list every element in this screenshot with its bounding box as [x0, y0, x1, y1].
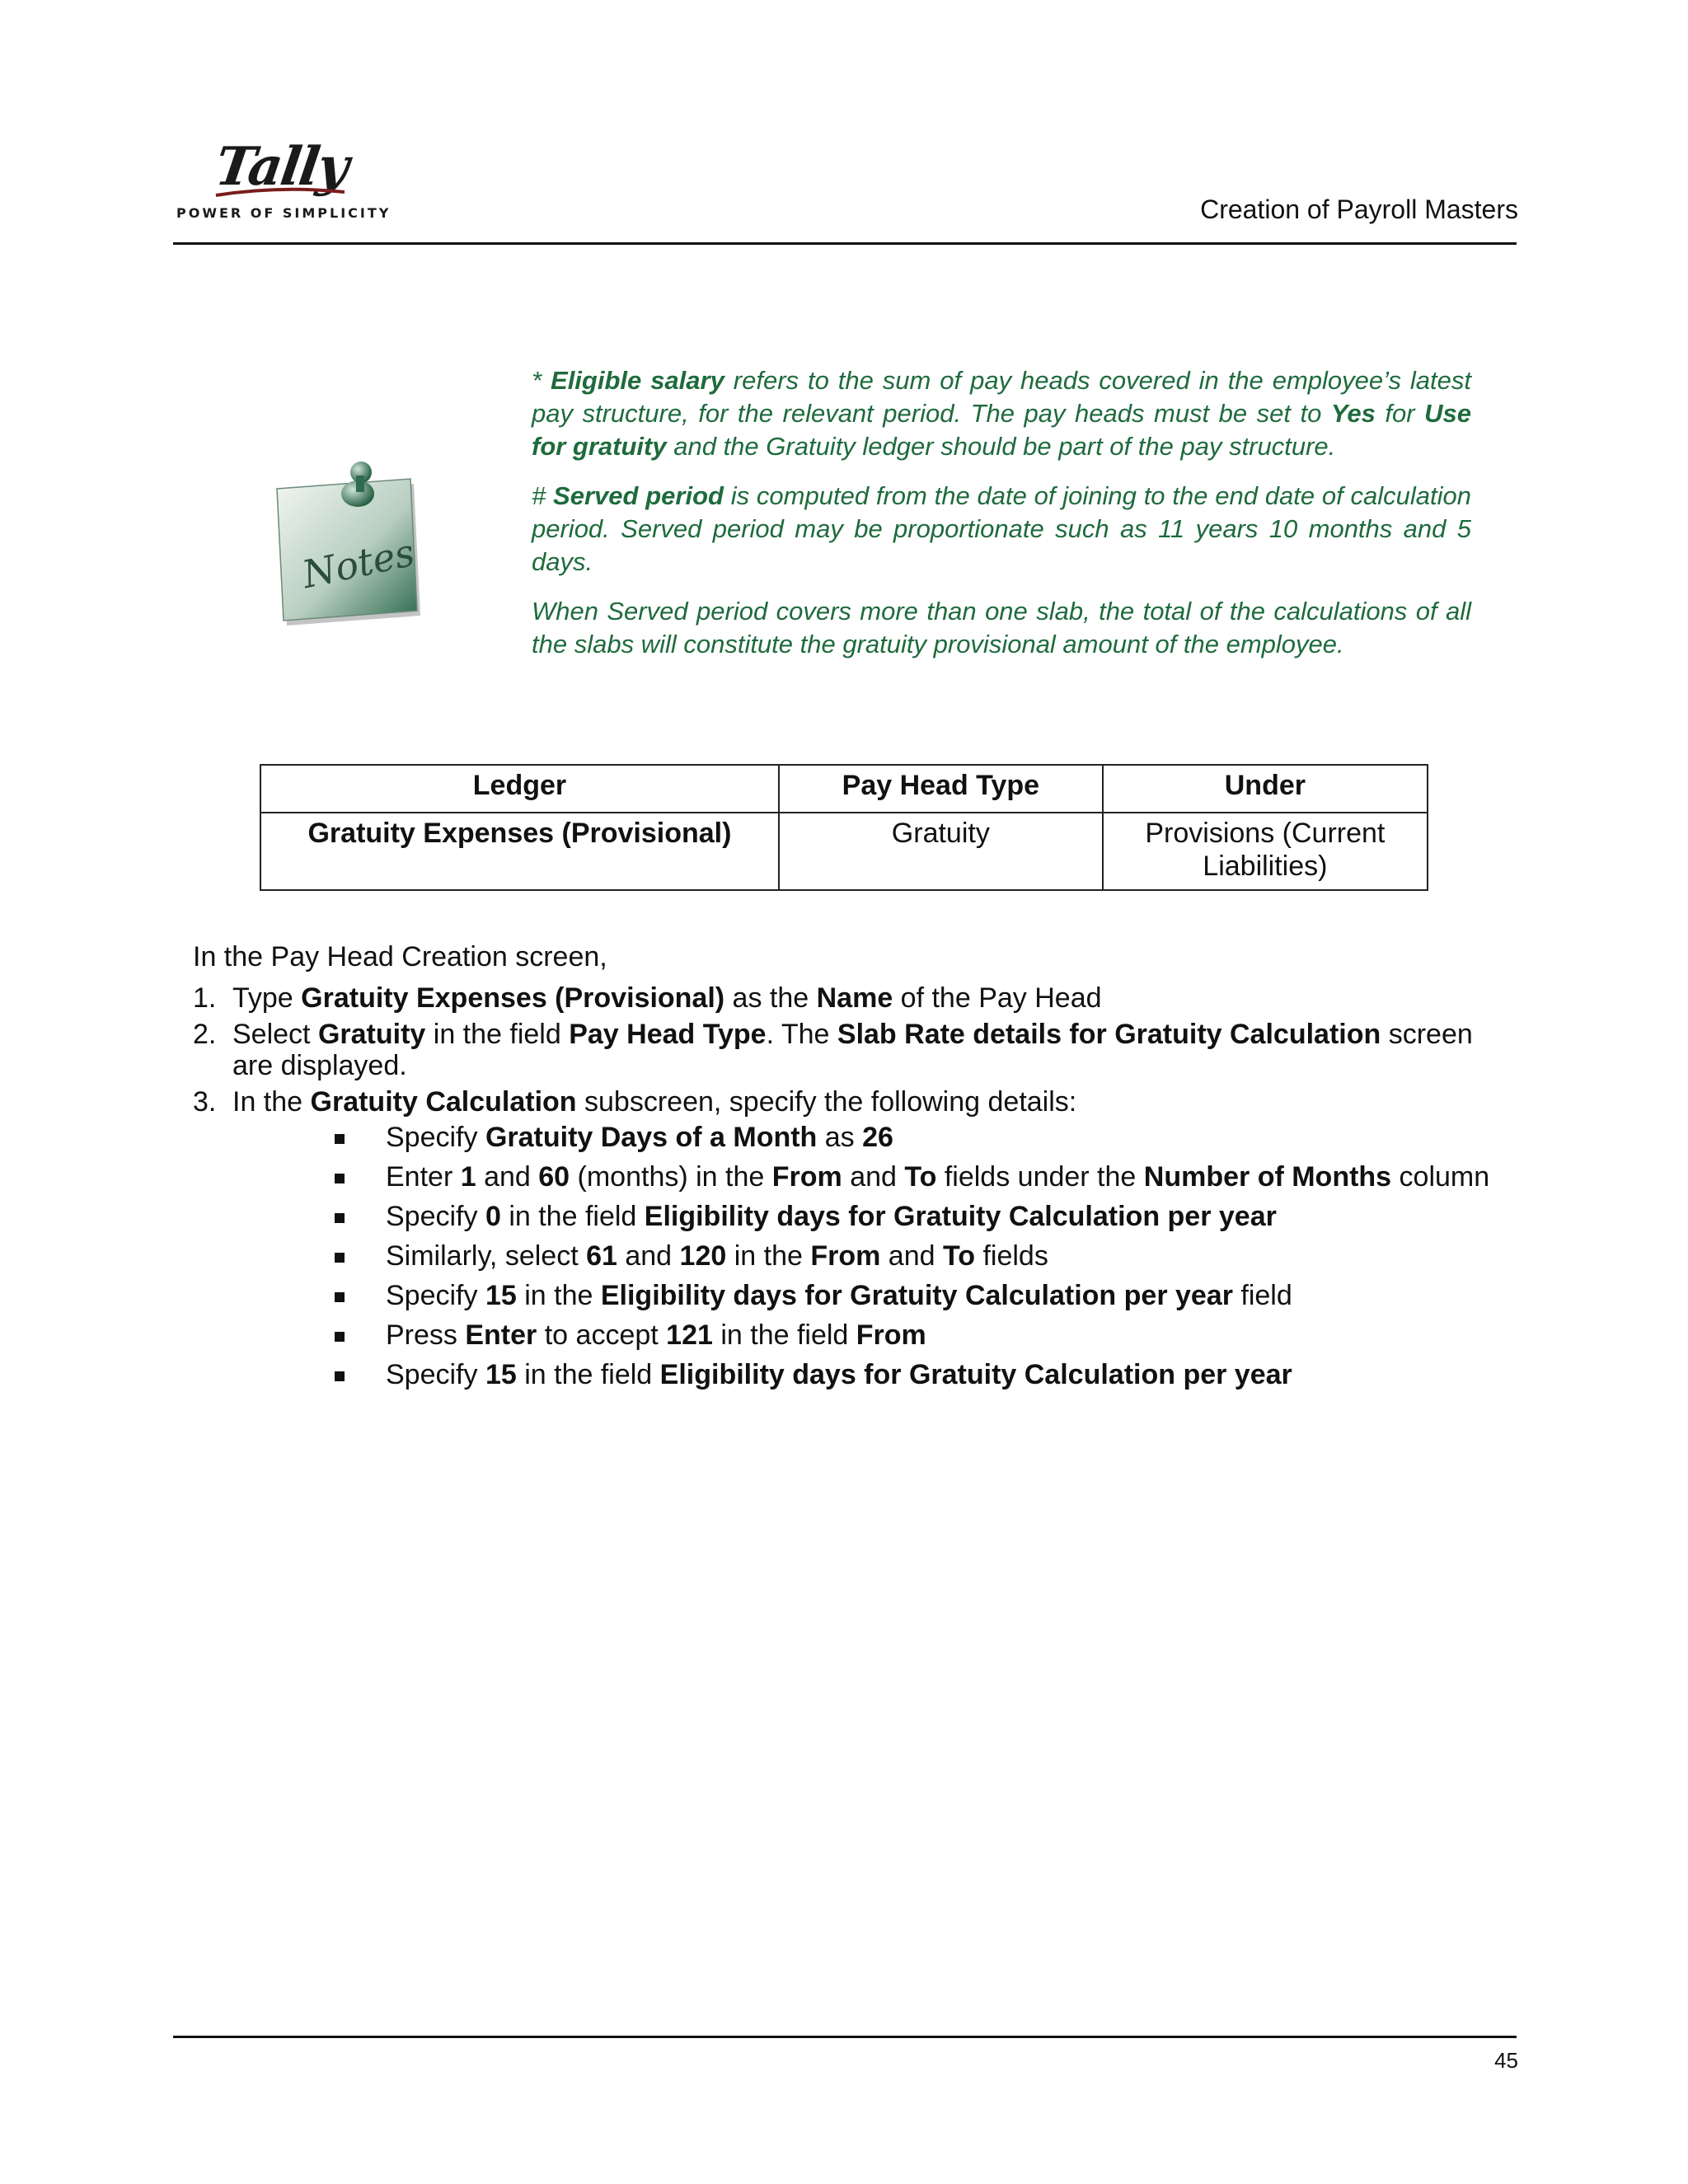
table-header-row [260, 765, 1428, 813]
list-item: Similarly, select 61 and 120 in the From and To fields [335, 1241, 1530, 1271]
bullet-square-icon [335, 1213, 345, 1223]
list-item: Specify 0 in the field Eligibility days for Gratuity Calculation per year [335, 1202, 1530, 1231]
table-row [260, 813, 1428, 890]
list-item: 2. Select Gratuity in the field Pay Head Type. The Slab Rate details for Gratuity Calculation screen are displayed. [193, 1019, 1473, 1081]
page-number: 45 [1494, 2048, 1518, 2073]
notes-icon-label: Notes [298, 529, 419, 598]
notes-block [532, 364, 1471, 677]
bullet-square-icon [335, 1292, 345, 1302]
notes-pin-icon [272, 457, 420, 626]
bullet-square-icon [335, 1134, 345, 1144]
list-item: 1. Type Gratuity Expenses (Provisional) as the Name of the Pay Head [193, 982, 1102, 1014]
list-item: 3. In the Gratuity Calculation subscreen, specify the following details: Specify Gratuity Days of a Month as 26 Enter 1 and 60 (months) in the From and To fields under the Number of Months column Specify 0 in the field Eligibility days for Gratuity Calculation per year Similarly, select 61 and 120 in the From and To fields Specify 15 in the Eligibility days for Gratuity Calculation per year field Press Enter to accept 121 in the field From Specify 15 in the field Eligibility days for Gratuity Calculation per year [193, 1086, 1512, 1390]
page-section-title: Creation of Payroll Masters [1200, 194, 1518, 224]
list-item: Specify Gratuity Days of a Month as 26 [335, 1122, 1530, 1152]
logo-swoosh-icon [214, 187, 346, 199]
list-item: Specify 15 in the Eligibility days for Gratuity Calculation per year field [335, 1281, 1530, 1310]
footer-divider [173, 2036, 1517, 2038]
cell-ledger: Gratuity Expenses (Provisional) [260, 813, 779, 890]
bullet-square-icon [335, 1253, 345, 1263]
note-eligible-salary: * Eligible salary refers to the sum of pay heads covered in the employee’s latest pay structure, for the relevant period. The pay heads must be set to Yes for Use for gratuity and the Gratuity ledger should be part of the pay structure. [532, 366, 1472, 461]
cell-under: Provisions (Current Liabilities) [1103, 813, 1428, 890]
list-item: Specify 15 in the field Eligibility days for Gratuity Calculation per year [335, 1360, 1530, 1390]
note-served-period: # Served period is computed from the date of joining to the end date of calculation period. Served period may be proportionate such as 11 years 10 months and 5 days. [532, 481, 1471, 576]
bullet-square-icon [335, 1371, 345, 1381]
ledger-table [260, 764, 1428, 891]
intro-text: In the Pay Head Creation screen, [193, 941, 607, 972]
list-item: Press Enter to accept 121 in the field From [335, 1320, 1530, 1350]
sub-bullet-list [335, 1122, 1530, 1390]
header-divider [173, 242, 1517, 245]
header-under: Under [1103, 765, 1428, 813]
logo-tagline: POWER OF SIMPLICITY [176, 205, 392, 221]
cell-pay-head-type: Gratuity [779, 813, 1103, 890]
bullet-square-icon [335, 1332, 345, 1342]
note-multiple-slabs: When Served period covers more than one slab, the total of the calculations of all the slabs will constitute the gratuity provisional amount of the employee. [532, 597, 1471, 658]
bullet-square-icon [335, 1174, 345, 1183]
tally-logo [173, 136, 392, 227]
list-item: Enter 1 and 60 (months) in the From and To fields under the Number of Months column [335, 1162, 1530, 1192]
header-pay-head-type: Pay Head Type [779, 765, 1103, 813]
steps-list [193, 982, 1512, 1399]
logo-wordmark: Tally [211, 136, 352, 198]
header-ledger: Ledger [260, 765, 779, 813]
